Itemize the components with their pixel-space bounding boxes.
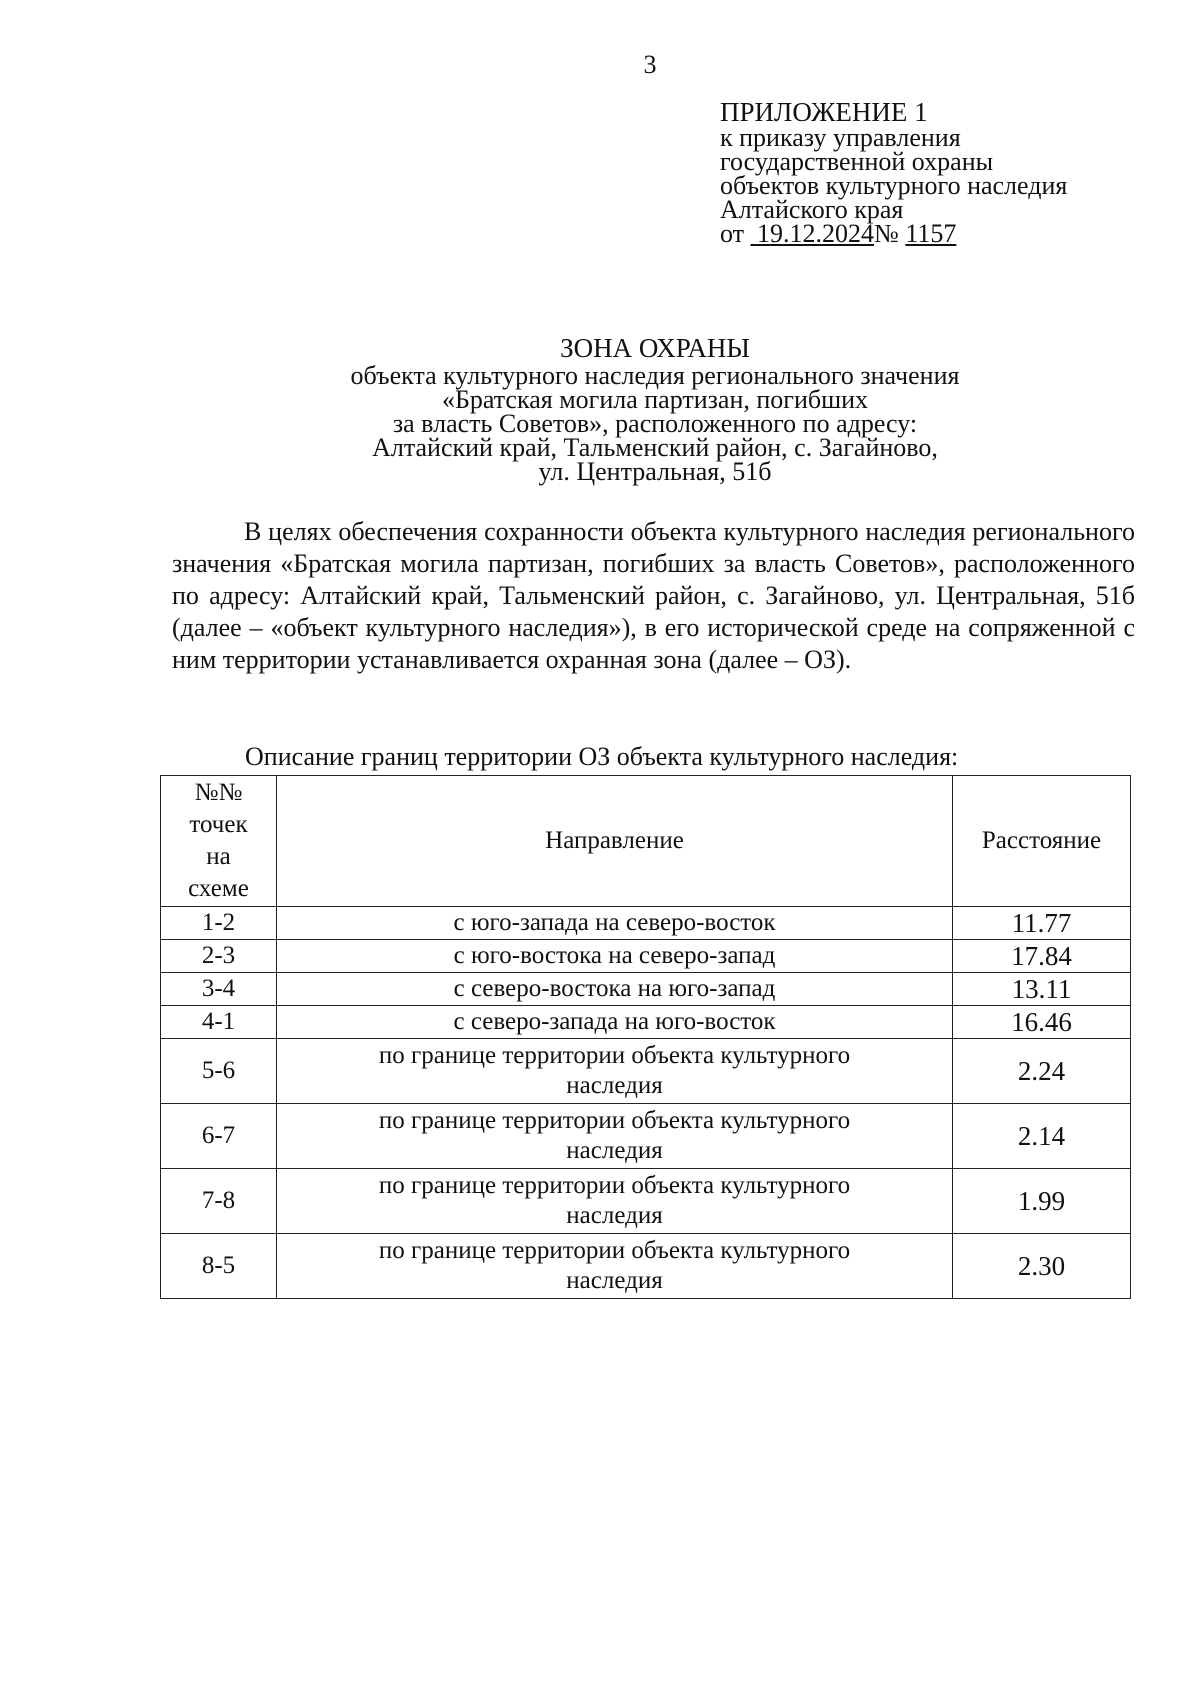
- heading-title: ЗОНА ОХРАНЫ: [560, 333, 750, 363]
- table-row: [161, 973, 1131, 1006]
- row-direction: по границе территории объекта культурного наследия: [277, 1169, 953, 1234]
- row-direction: с юго-запада на северо-восток: [277, 907, 953, 940]
- row-distance: 2.14: [953, 1104, 1131, 1169]
- order-number: 1157: [905, 219, 957, 248]
- heading-line: ул. Центральная, 51б: [538, 457, 772, 486]
- row-direction: с северо-запада на юго-восток: [277, 1006, 953, 1039]
- row-direction: по границе территории объекта культурного наследия: [277, 1104, 953, 1169]
- row-points: 4-1: [161, 1006, 277, 1039]
- approval-line: Алтайского края: [720, 195, 904, 224]
- approval-line: к приказу управления: [720, 123, 961, 152]
- number-prefix: №: [874, 219, 899, 248]
- row-points: 7-8: [161, 1169, 277, 1234]
- approval-line: государственной охраны: [720, 147, 994, 176]
- row-distance: 2.30: [953, 1234, 1131, 1299]
- heading-line: «Братская могила партизан, погибших: [441, 385, 869, 414]
- row-distance: 17.84: [953, 940, 1131, 973]
- row-direction: с северо-востока на юго-запад: [277, 973, 953, 1006]
- order-date: 19.12.2024: [757, 219, 875, 248]
- header-points: №№ точек на схеме: [161, 776, 277, 907]
- table-row: [161, 1169, 1131, 1234]
- appendix-title: ПРИЛОЖЕНИЕ 1: [720, 97, 928, 127]
- table-row: [161, 907, 1131, 940]
- row-direction: по границе территории объекта культурного наследия: [277, 1234, 953, 1299]
- row-distance: 13.11: [953, 973, 1131, 1006]
- table-row: [161, 1104, 1131, 1169]
- order-date-number: [720, 219, 1067, 248]
- row-direction: с юго-востока на северо-запад: [277, 940, 953, 973]
- row-points: 1-2: [161, 907, 277, 940]
- heading-line: Алтайский край, Тальменский район, с. Загайново,: [372, 433, 938, 462]
- row-distance: 11.77: [953, 907, 1131, 940]
- date-prefix: от: [720, 219, 745, 248]
- boundary-table: [160, 775, 1131, 1299]
- heading-line: за власть Советов», расположенного по адресу:: [392, 409, 918, 438]
- row-points: 3-4: [161, 973, 277, 1006]
- row-direction: по границе территории объекта культурного наследия: [277, 1039, 953, 1104]
- row-points: 6-7: [161, 1104, 277, 1169]
- approval-block: [720, 97, 1068, 248]
- intro-text: В целях обеспечения сохранности объекта культурного наследия регионального значения «Братская могила партизан, погибших за власть Советов», расположенного по адресу: Алтайский край, Тальменский район, с. Загайново, ул. Центральная, 51б (далее – «объект культурного наследия»), в его исторической среде на сопряженной с ним территории устанавливается охранная зона (далее – ОЗ).: [172, 517, 1135, 674]
- approval-line: объектов культурного наследия: [720, 171, 1068, 200]
- row-points: 2-3: [161, 940, 277, 973]
- row-points: 8-5: [161, 1234, 277, 1299]
- row-distance: 16.46: [953, 1006, 1131, 1039]
- page-number: 3: [643, 50, 657, 79]
- table-row: [161, 940, 1131, 973]
- heading-line: объекта культурного наследия регионального значения: [350, 361, 960, 390]
- table-caption: Описание границ территории ОЗ объекта культурного наследия:: [245, 742, 959, 771]
- table-row: [161, 1039, 1131, 1104]
- row-distance: 1.99: [953, 1169, 1131, 1234]
- table-header-row: [161, 776, 1131, 907]
- table-row: [161, 1006, 1131, 1039]
- table-row: [161, 1234, 1131, 1299]
- header-distance: Расстояние: [953, 776, 1131, 907]
- header-direction: Направление: [277, 776, 953, 907]
- row-points: 5-6: [161, 1039, 277, 1104]
- row-distance: 2.24: [953, 1039, 1131, 1104]
- document-heading: [300, 333, 1010, 486]
- intro-paragraph: [172, 516, 1135, 676]
